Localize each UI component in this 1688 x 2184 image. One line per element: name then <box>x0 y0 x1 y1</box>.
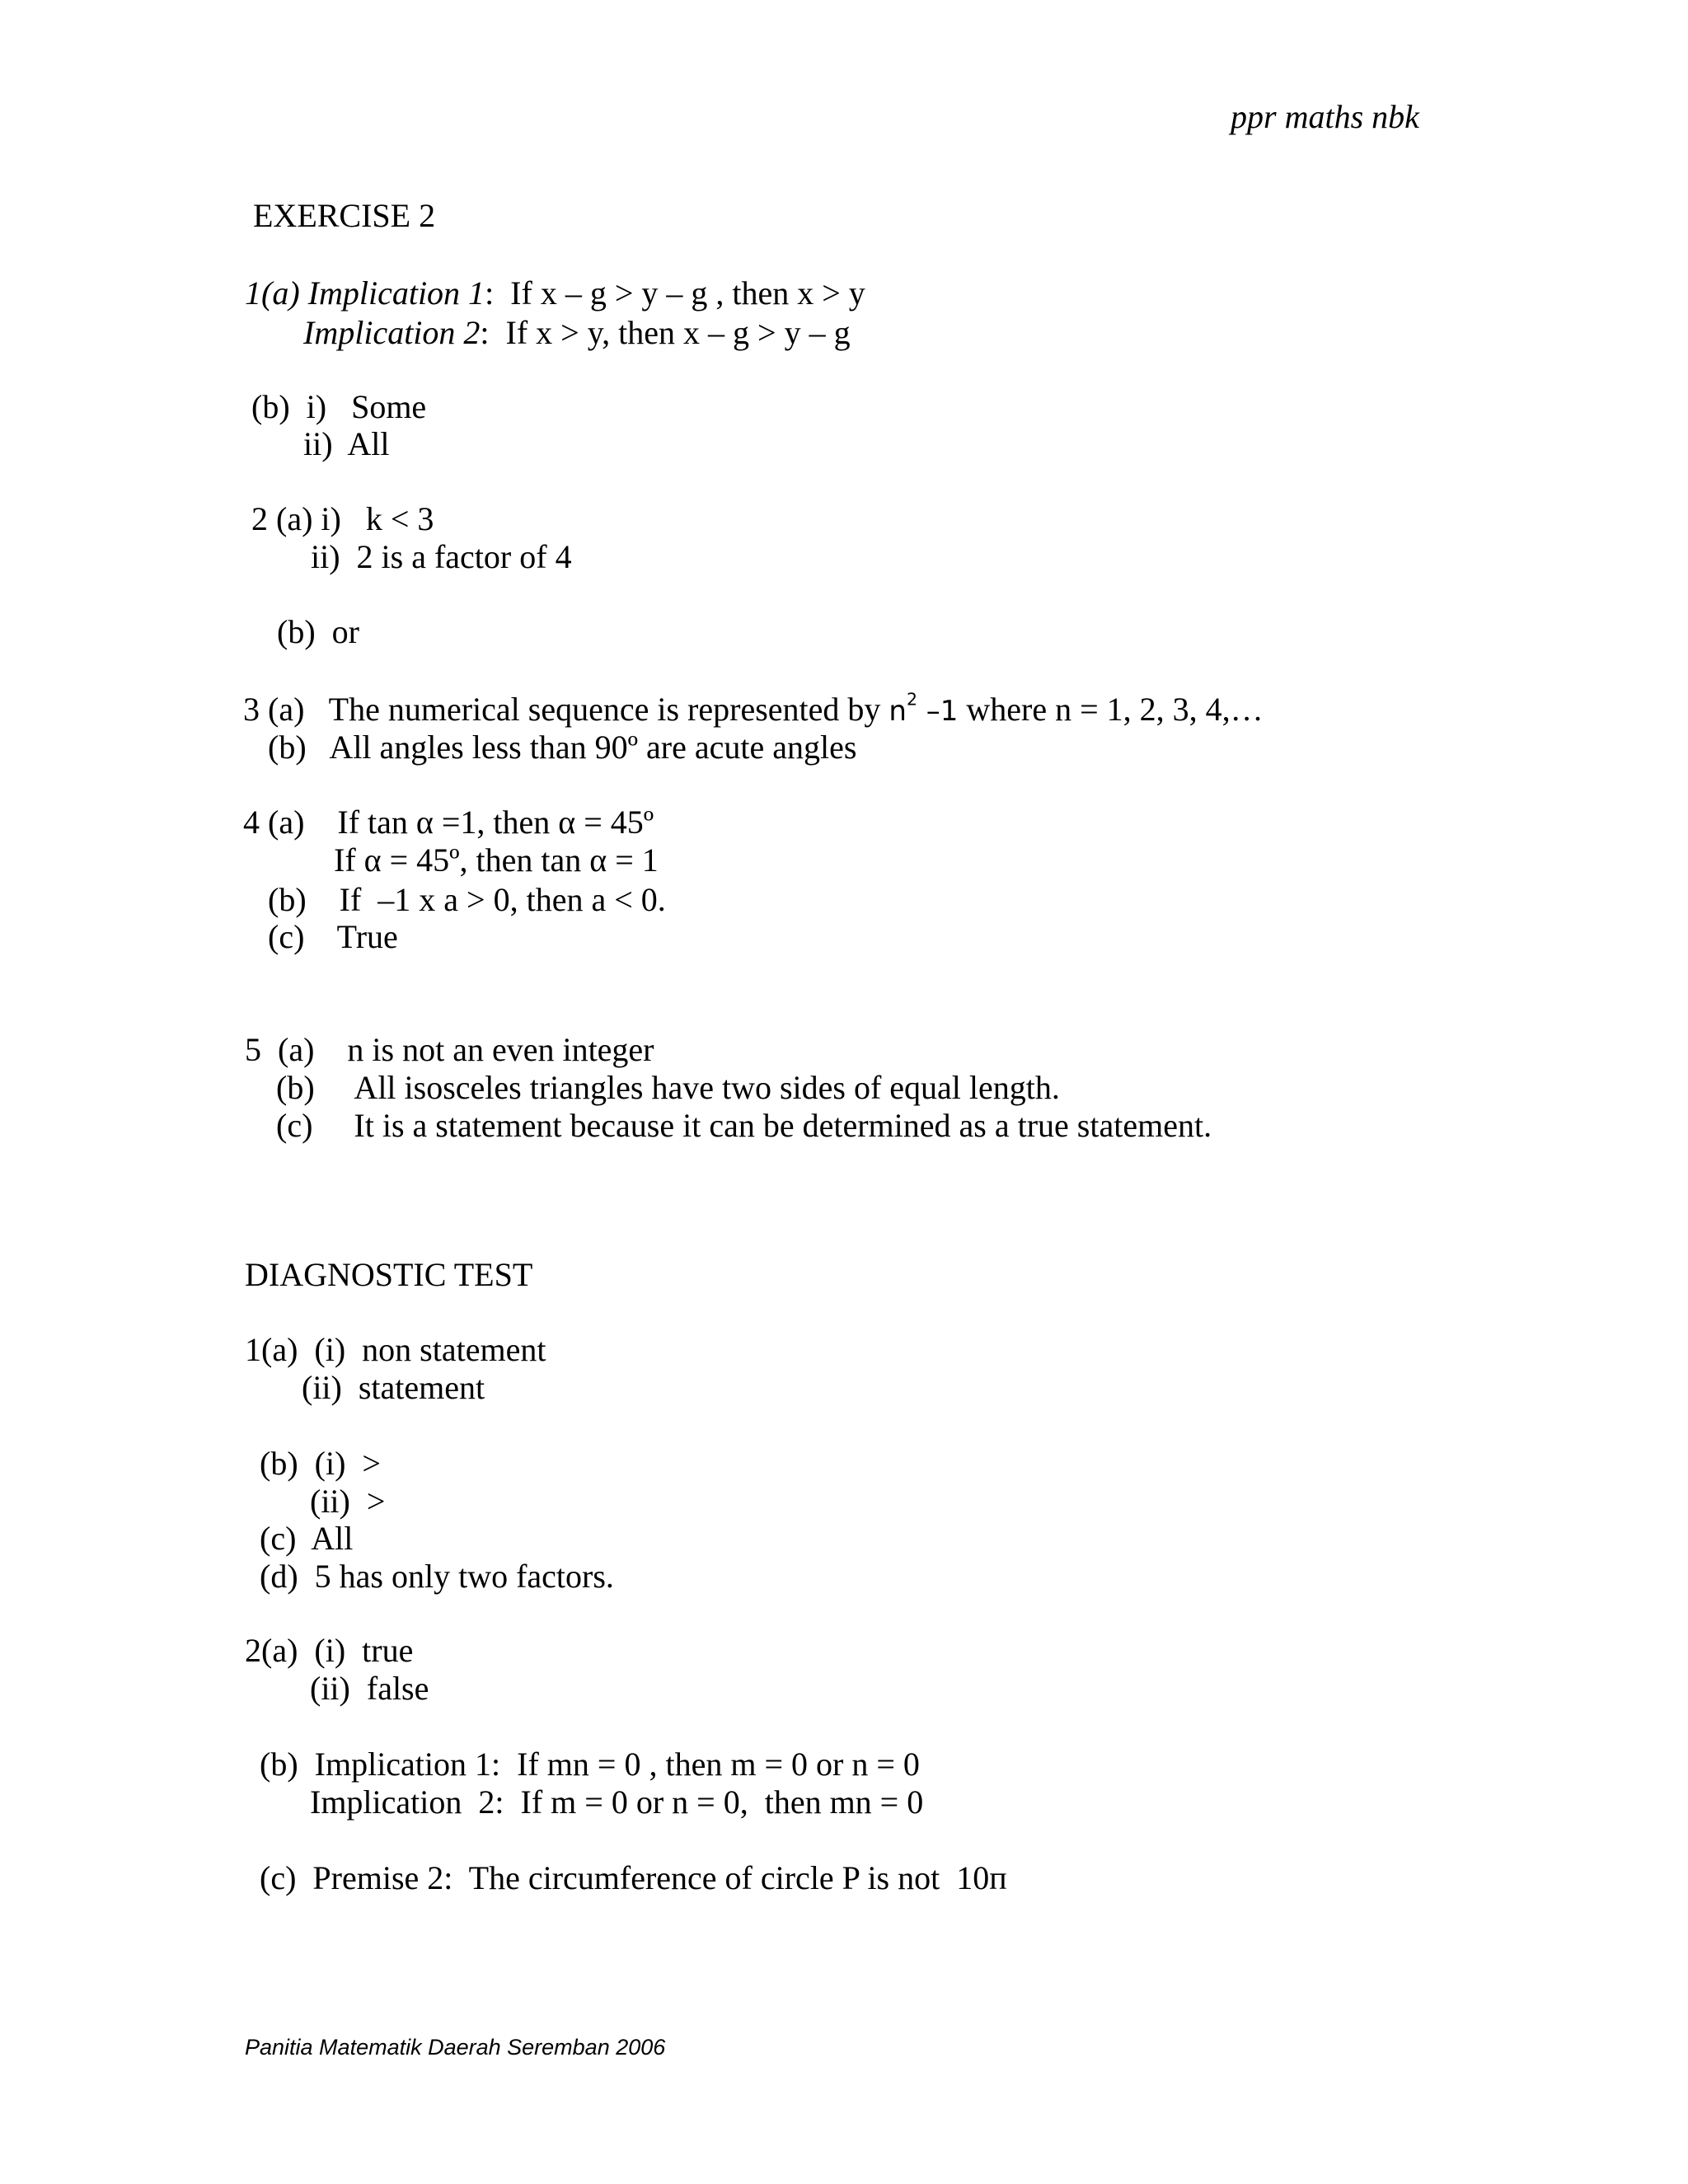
diagnostic-q2a-ii: (ii) false <box>310 1670 429 1707</box>
implication-2-label: Implication 2 <box>303 314 481 351</box>
exercise-q5c: (c) It is a statement because it can be determined as a true statement. <box>276 1107 1212 1144</box>
implication-1-label: Implication 1 <box>307 274 485 312</box>
diagnostic-q2b-line-2: Implication 2: If m = 0 or n = 0, then mn = 0 <box>310 1783 924 1821</box>
exercise-q5a: 5 (a) n is not an even integer <box>245 1031 654 1068</box>
diagnostic-q2a-i: 2(a) (i) true <box>245 1632 414 1669</box>
q1a-label: 1(a) <box>245 274 300 312</box>
q3a-prefix: 3 (a) The numerical sequence is represented by <box>243 691 889 728</box>
q3a-suffix: where n = 1, 2, 3, 4,… <box>958 691 1264 728</box>
exercise-heading: EXERCISE 2 <box>253 197 436 234</box>
exercise-q1b-i: (b) i) Some <box>251 388 427 425</box>
exercise-q2a-ii: ii) 2 is a factor of 4 <box>311 538 572 575</box>
page-footer: Panitia Matematik Daerah Seremban 2006 <box>245 2035 666 2060</box>
exercise-q5b: (b) All isosceles triangles have two sides of equal length. <box>276 1069 1060 1106</box>
diagnostic-q1b-ii: (ii) > <box>310 1483 386 1520</box>
exercise-q3b: (b) All angles less than 90º are acute angles <box>268 729 857 766</box>
q3a-formula: $n^2$ –1 <box>889 689 959 728</box>
exercise-q2a-i: 2 (a) i) k < 3 <box>251 500 434 537</box>
diagnostic-q1c: (c) All <box>260 1520 354 1557</box>
exercise-q3a <box>243 690 1264 731</box>
running-header: ppr maths nbk <box>1231 98 1419 135</box>
diagnostic-q1b-i: (b) (i) > <box>260 1445 381 1482</box>
exercise-q4a-line-2: If α = 45º, then tan α = 1 <box>334 841 659 879</box>
exercise-q1a-implication-1 <box>245 274 865 313</box>
diagnostic-heading: DIAGNOSTIC TEST <box>245 1256 533 1293</box>
implication-1-text: : If x – g > y – g , then x > y <box>485 274 865 312</box>
exercise-q2b: (b) or <box>277 613 359 650</box>
diagnostic-q2c: (c) Premise 2: The circumference of circle P is not 10п <box>260 1859 1007 1896</box>
implication-2-text: : If x > y, then x – g > y – g <box>480 314 851 351</box>
exercise-q1a-implication-2 <box>303 313 851 353</box>
diagnostic-q1a-ii: (ii) statement <box>302 1369 485 1406</box>
exercise-q4b: (b) If –1 x a > 0, then a < 0. <box>268 881 666 918</box>
diagnostic-q1d: (d) 5 has only two factors. <box>260 1558 614 1595</box>
diagnostic-q2b-line-1: (b) Implication 1: If mn = 0 , then m = 0 or n = 0 <box>260 1746 920 1783</box>
exercise-q4a-line-1: 4 (a) If tan α =1, then α = 45º <box>243 804 654 841</box>
exercise-q4c: (c) True <box>268 918 398 955</box>
diagnostic-q1a-i: 1(a) (i) non statement <box>245 1331 546 1368</box>
exercise-q1b-ii: ii) All <box>303 425 390 462</box>
